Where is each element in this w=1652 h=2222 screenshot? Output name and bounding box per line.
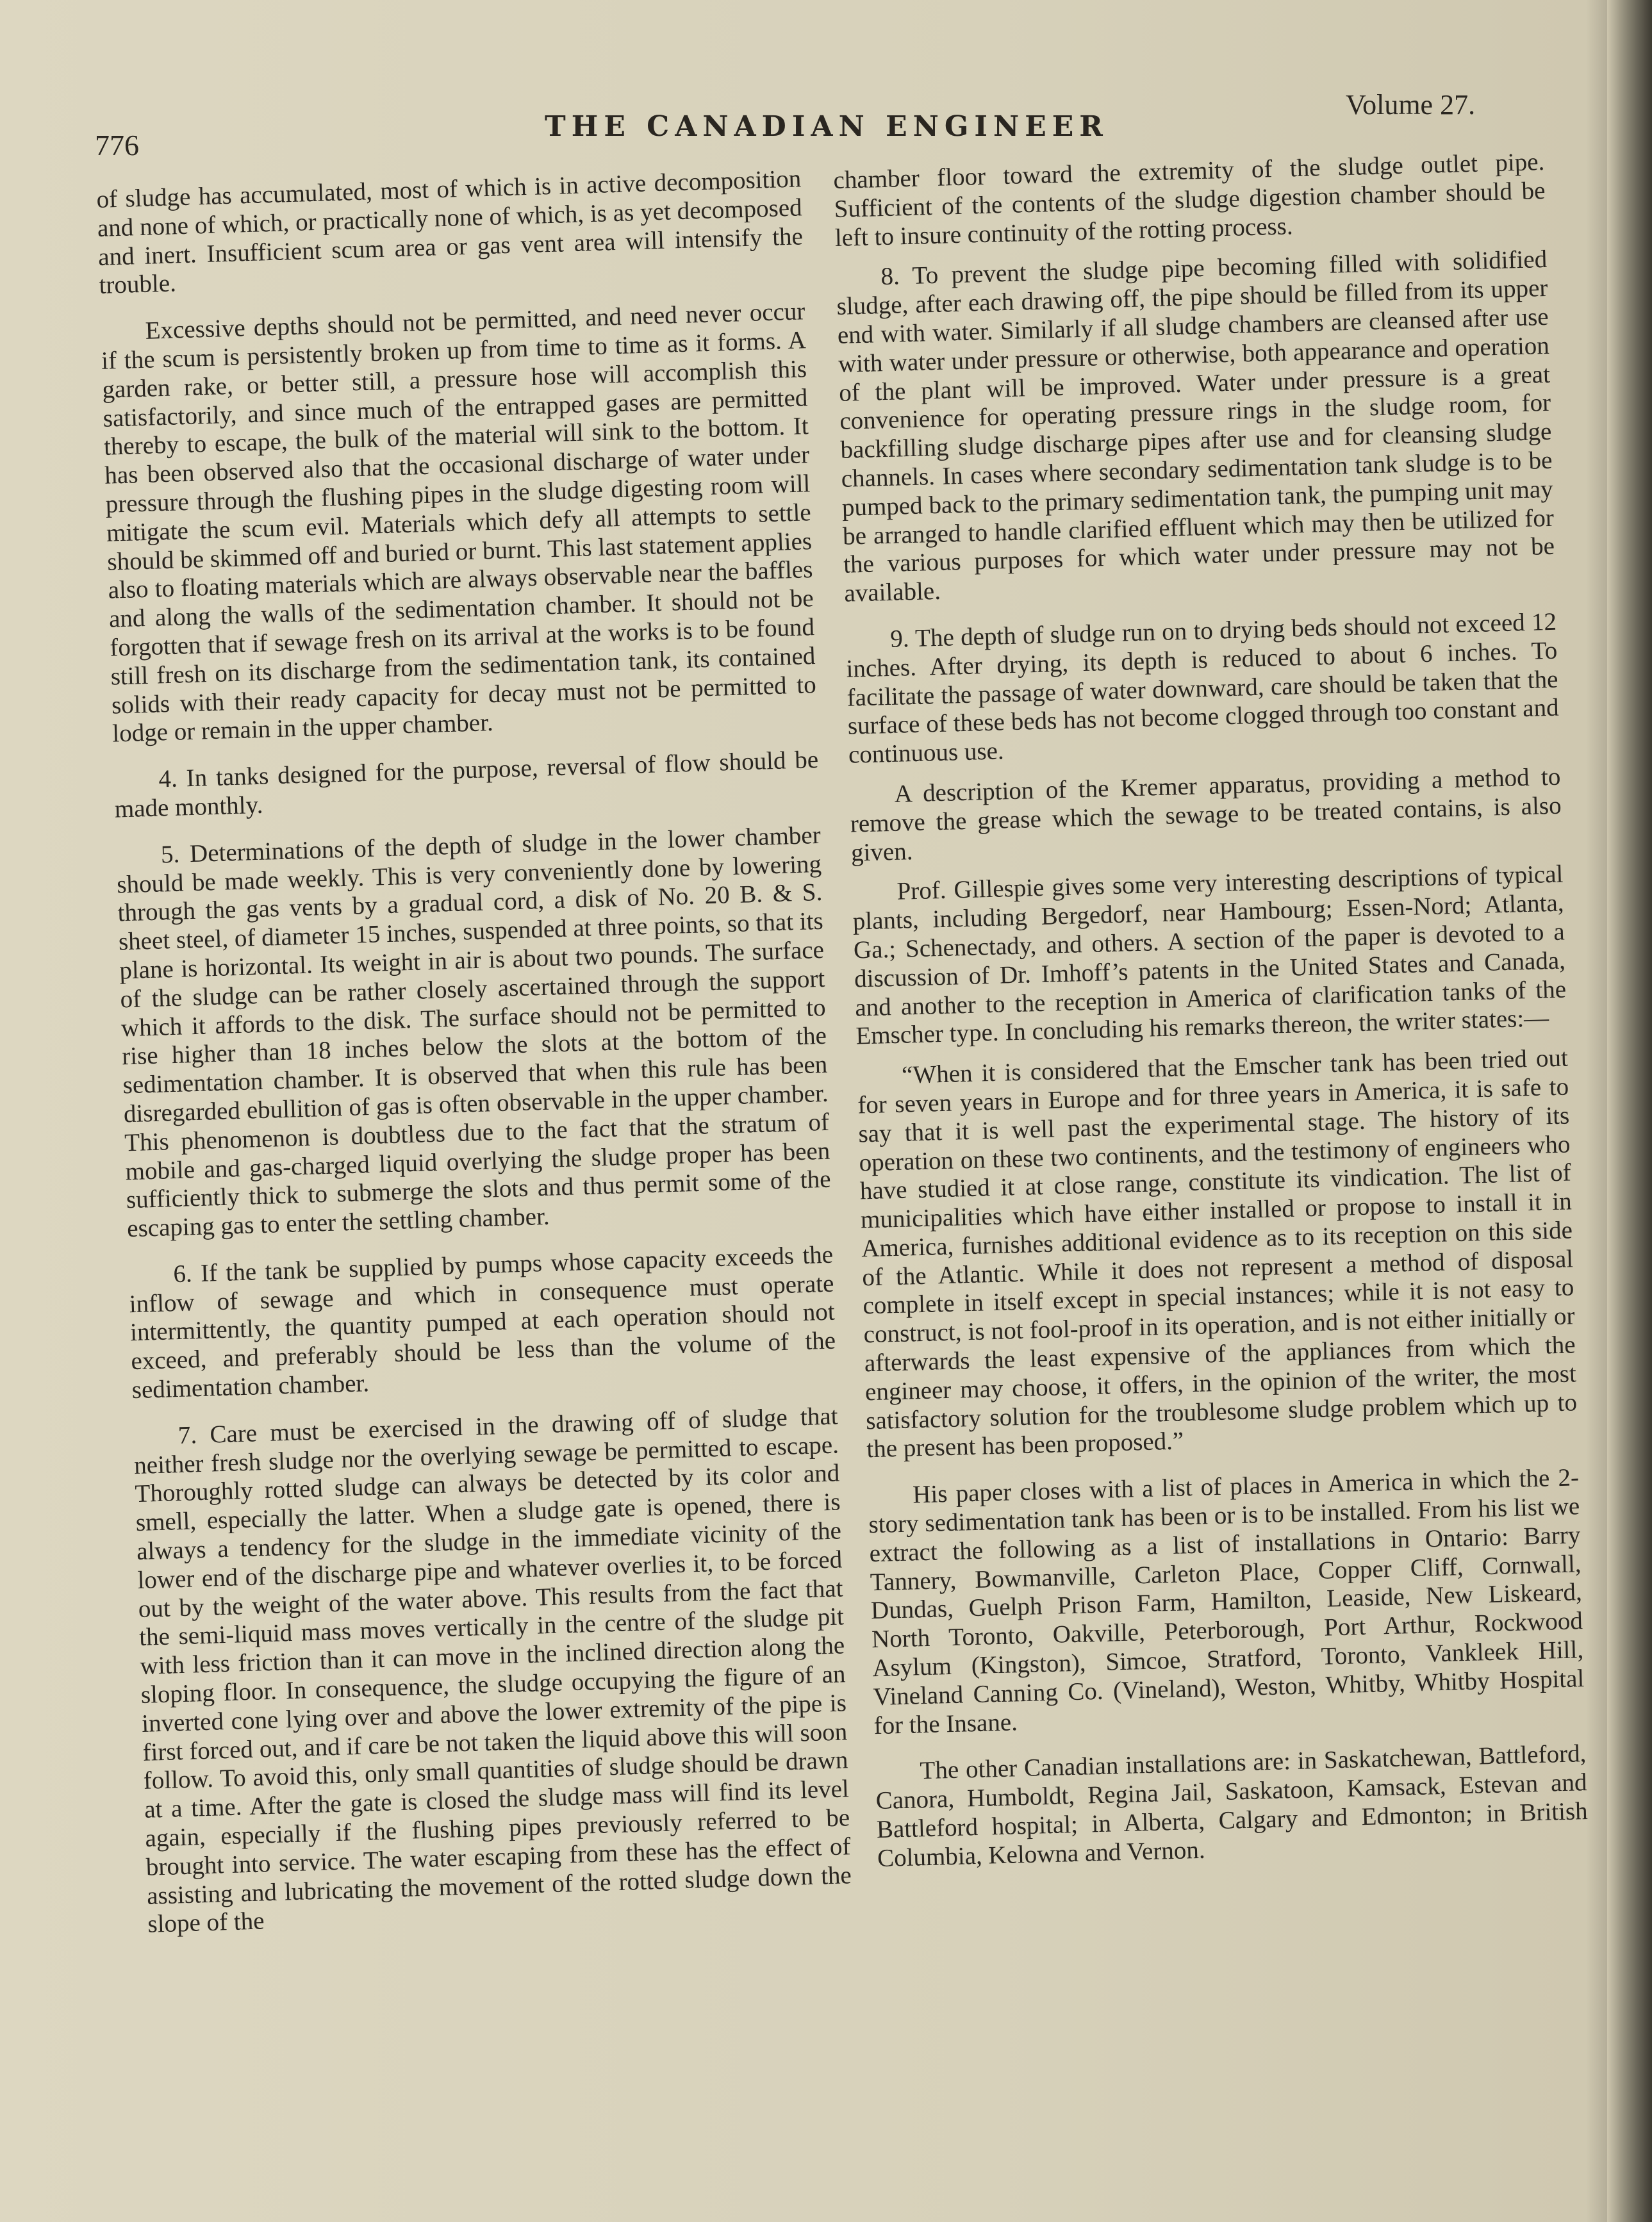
- paragraph: 8. To prevent the sludge pipe becoming filled with solidified sludge, after each drawing off, the pipe should be filled from its upper end with water. Similarly if all sludge chambers are cleansed after use with water under pressure or otherwise, both appearance and operation of the plant will be improved. Water under pressure is a great convenience for operating pressure rings in the sludge room, for backfilling sludge discharge pipes after use and for cleansing sludge channels. In cases where secondary sedimentation tank sludge is to be pumped back to the primary sedimentation tank, the pumping unit may be arranged to handle clarified effluent which may then be utilized for the various purposes for which water under pressure may not be available.: [836, 245, 1555, 607]
- paragraph: The other Canadian installations are: in Saskatchewan, Battleford, Canora, Humboldt, Regina Jail, Saskatoon, Kamsack, Estevan and Battleford hospital; in Alberta, Calgary and Edmonton; in British Columbia, Kelowna and Vernon.: [875, 1740, 1589, 1872]
- paragraph: 7. Care must be exercised in the drawing off of sludge that neither fresh sludge nor the overlying sewage be permitted to escape. Thoroughly rotted sludge can always be detected by its color and smell, especially the latter. When a sludge gate is opened, there is always a tendency for the sludge in the immediate vicinity of the lower end of the discharge pipe and whatever overlies it, to be forced out by the weight of the water above. This results from the fact that the semi-liquid mass moves vertically in the centre of the sludge pit with less friction than it can move in the inclined direction along the sloping floor. In consequence, the sludge occupying the figure of an inverted cone lying over and above the lower extremity of the pipe is first forced out, and if care be not taken the liquid above this will soon follow. To avoid this, only small quantities of sludge should be drawn at a time. After the gate is closed the sludge mass will find its level again, especially if the flushing pipes previously referred to be brought into service. The water escaping from these has the effect of assisting and lubricating the movement of the rotted sludge down the slope of the: [133, 1402, 852, 1939]
- paragraph: chamber floor toward the extremity of the sludge outlet pipe. Sufficient of the contents of the sludge digestion chamber should be left to insure continuity of the rotting process.: [833, 147, 1546, 252]
- quotation: “When it is considered that the Emscher tank has been tried out for seven years in Europe and for three years in America, it is safe to say that it is well past the experimental stage. The history of its operation on these two continents, and the testimony of engineers who have studied it at close range, constitute its vindication. The list of municipalities which have either installed or propose to install it in America, furnishes additional evidence as to its reception on this side of the Atlantic. While it does not represent a method of disposal complete in itself except in special instances; while it is not easy to construct, is not fool-proof in its operation, and is not either initially or afterwards the least expensive of the appliances from which the engineer may choose, it offers, in the opinion of the writer, the most satisfactory solution for the troublesome sludge problem which up to the present has been proposed.”: [857, 1044, 1578, 1463]
- volume-label: Volume 27.: [1346, 89, 1476, 120]
- paragraph: 5. Determinations of the depth of sludge in the lower chamber should be made weekly. This is very conveniently done by lowering through the gas vents by a gradual cord, a disk of No. 20 B. & S. sheet steel, of diameter 15 inches, suspended at three points, so that its plane is horizontal. Its weight in air is about two pounds. The surface of the sludge can be rather closely ascertained through the support which it affords to the disk. The surface should not be permitted to rise higher than 18 inches below the slots at the bottom of the sedimentation chamber. It is observed that when this rule has been disregarded ebullition of gas is often observable in the upper chamber. This phenomenon is doubtless due to the fact that the stratum of mobile and gas-charged liquid overlying the sludge proper has been sufficiently thick to submerge the slots and thus permit some of the escaping gas to enter the settling chamber.: [116, 821, 832, 1243]
- paragraph: Prof. Gillespie gives some very interesting descriptions of typical plants, including Bergedorf, near Hambourg; Essen-Nord; Atlanta, Ga.; Schenectady, and others. A section of the paper is devoted to a discussion of Dr. Imhoff’s patents in the United States and Canada, and another to the reception in America of clarification tanks of the Emscher type. In concluding his remarks thereon, the writer states:—: [852, 860, 1567, 1050]
- paragraph: His paper closes with a list of places in America in which the 2-story sedimentation tank has been or is to be installed. From his list we extract the following as a list of installations in Ontario: Barry Tannery, Bowmanville, Carleton Place, Copper Cliff, Cornwall, Dundas, Guelph Prison Farm, Hamilton, Leaside, New Liskeard, North Toronto, Oakville, Peterborough, Port Arthur, Rockwood Asylum (Kingston), Simcoe, Stratford, Toronto, Vankleek Hill, Vineland Canning Co. (Vineland), Weston, Whitby, Whitby Hospital for the Insane.: [868, 1463, 1585, 1740]
- paragraph: A description of the Kremer apparatus, providing a method to remove the grease which the sewage to be treated contains, is also given.: [850, 762, 1562, 867]
- right-column: [833, 148, 1589, 1885]
- paragraph: 4. In tanks designed for the purpose, reversal of flow should be made monthly.: [114, 746, 819, 823]
- page-number: 776: [95, 129, 139, 161]
- paragraph: of sludge has accumulated, most of which is in active decomposition and none of which, or practically none of which, is as yet decomposed and inert. Insufficient scum area or gas vent area will intensify the trouble.: [96, 165, 804, 300]
- paragraph: Excessive depths should not be permitted, and need never occur if the scum is persistently broken up from time to time as it forms. A garden rake, or better still, a pressure hose will accomplish this satisfactorily, and since much of the entrapped gases are permitted thereby to escape, the bulk of the material will sink to the bottom. It has been observed also that the occasional discharge of water under pressure through the flushing pipes in the sludge digesting room will mitigate the scum evil. Materials which defy all attempts to settle should be skimmed off and buried or burnt. This last statement applies also to floating materials which are always observable near the baffles and along the walls of the sedimentation chamber. It should not be forgotten that if sewage fresh on its arrival at the works is to be found still fresh on its discharge from the sedimentation tank, its contained solids with their ready capacity for decay must not be permitted to lodge or remain in the upper chamber.: [101, 297, 817, 748]
- paragraph: 9. The depth of sludge run on to drying beds should not exceed 12 inches. After drying, its depth is reduced to about 6 inches. To facilitate the passage of water downward, care should be taken that the surface of these beds has not become clogged through too constant and continuous use.: [845, 607, 1560, 769]
- journal-title: THE CANADIAN ENGINEER: [545, 110, 1109, 143]
- left-column: [96, 165, 853, 1951]
- book-spine-shadow: [1607, 0, 1652, 2222]
- paragraph: 6. If the tank be supplied by pumps whose capacity exceeds the inflow of sewage and which in consequence must operate intermittently, the quantity pumped at each operation should not exceed, and preferably should be less than the volume of the sedimentation chamber.: [129, 1240, 836, 1404]
